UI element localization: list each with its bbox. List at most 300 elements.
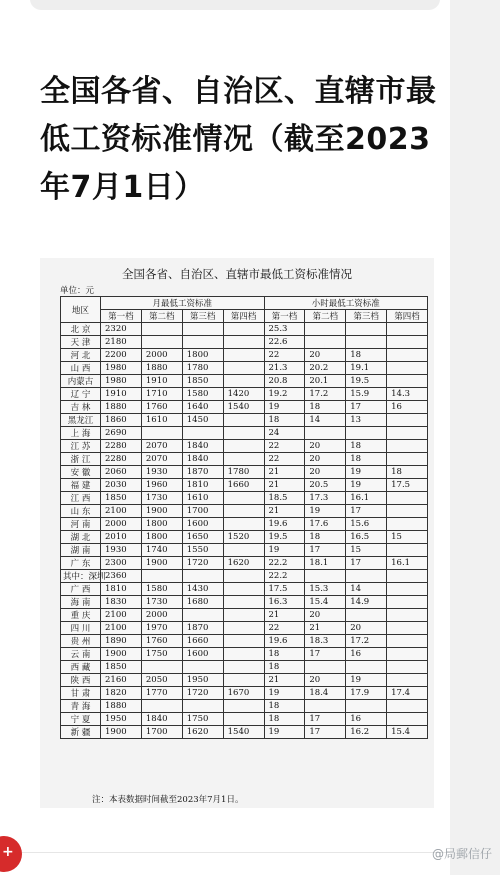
monthly-tier-1-cell: 1890 xyxy=(101,635,142,648)
hourly-tier-1-cell: 18 xyxy=(264,661,305,674)
monthly-tier-1-cell: 1930 xyxy=(101,544,142,557)
hourly-tier-4-cell xyxy=(387,362,428,375)
hourly-tier-1-cell: 22.2 xyxy=(264,570,305,583)
region-cell: 湖 南 xyxy=(61,544,101,557)
hourly-tier-2-cell: 20.5 xyxy=(305,479,346,492)
table-row xyxy=(61,492,428,505)
monthly-tier-1-cell: 2690 xyxy=(101,427,142,440)
hourly-tier-1-cell: 21.3 xyxy=(264,362,305,375)
region-cell: 山 东 xyxy=(61,505,101,518)
plus-icon: + xyxy=(2,844,14,860)
table-row xyxy=(61,440,428,453)
hourly-tier-1-cell: 21 xyxy=(264,505,305,518)
hourly-tier-3-cell: 16 xyxy=(346,713,387,726)
region-cell: 陕 西 xyxy=(61,674,101,687)
hourly-tier-3-cell: 17.2 xyxy=(346,635,387,648)
monthly-tier-4-cell xyxy=(223,362,264,375)
region-cell: 辽 宁 xyxy=(61,388,101,401)
monthly-tier-3-cell: 1700 xyxy=(182,505,223,518)
monthly-tier-3-cell: 1870 xyxy=(182,622,223,635)
table-row xyxy=(61,388,428,401)
hourly-tier-3-cell: 13 xyxy=(346,414,387,427)
monthly-tier-3-cell: 1450 xyxy=(182,414,223,427)
table-row xyxy=(61,544,428,557)
table-row xyxy=(61,323,428,336)
monthly-tier-2-cell: 1730 xyxy=(141,596,182,609)
hourly-tier-3-cell: 19 xyxy=(346,674,387,687)
monthly-tier-2-cell: 1960 xyxy=(141,479,182,492)
region-cell: 黑龙江 xyxy=(61,414,101,427)
hourly-tier-1-cell: 20.8 xyxy=(264,375,305,388)
monthly-tier-2-cell: 1740 xyxy=(141,544,182,557)
monthly-tier-1-cell: 2030 xyxy=(101,479,142,492)
monthly-tier-1-cell: 1850 xyxy=(101,492,142,505)
header-m-tier-3: 第三档 xyxy=(182,310,223,323)
hourly-tier-1-cell: 22.6 xyxy=(264,336,305,349)
table-row xyxy=(61,609,428,622)
table-row xyxy=(61,635,428,648)
monthly-tier-3-cell xyxy=(182,661,223,674)
hourly-tier-1-cell: 19 xyxy=(264,687,305,700)
hourly-tier-4-cell xyxy=(387,505,428,518)
hourly-tier-4-cell xyxy=(387,609,428,622)
hourly-tier-4-cell: 16 xyxy=(387,401,428,414)
red-floating-button[interactable] xyxy=(0,836,22,872)
monthly-tier-2-cell: 1580 xyxy=(141,583,182,596)
table-row xyxy=(61,713,428,726)
monthly-tier-4-cell xyxy=(223,609,264,622)
hourly-tier-4-cell xyxy=(387,570,428,583)
hourly-tier-2-cell: 17.2 xyxy=(305,388,346,401)
monthly-tier-1-cell: 2100 xyxy=(101,622,142,635)
monthly-tier-1-cell: 1850 xyxy=(101,661,142,674)
monthly-tier-1-cell: 1900 xyxy=(101,726,142,739)
hourly-tier-3-cell: 14 xyxy=(346,583,387,596)
hourly-tier-4-cell xyxy=(387,518,428,531)
region-cell: 广 西 xyxy=(61,583,101,596)
monthly-tier-1-cell: 2000 xyxy=(101,518,142,531)
header-h-tier-4: 第四档 xyxy=(387,310,428,323)
monthly-tier-4-cell: 1540 xyxy=(223,401,264,414)
hourly-tier-1-cell: 19.5 xyxy=(264,531,305,544)
hourly-tier-2-cell: 18.3 xyxy=(305,635,346,648)
monthly-tier-2-cell: 1840 xyxy=(141,713,182,726)
monthly-tier-3-cell: 1640 xyxy=(182,401,223,414)
region-cell: 海 南 xyxy=(61,596,101,609)
hourly-tier-3-cell: 15.9 xyxy=(346,388,387,401)
hourly-tier-3-cell: 18 xyxy=(346,440,387,453)
monthly-tier-1-cell: 2280 xyxy=(101,440,142,453)
hourly-tier-1-cell: 21 xyxy=(264,479,305,492)
monthly-tier-2-cell: 1710 xyxy=(141,388,182,401)
monthly-tier-4-cell xyxy=(223,336,264,349)
region-cell: 河 南 xyxy=(61,518,101,531)
monthly-tier-3-cell xyxy=(182,323,223,336)
table-row xyxy=(61,505,428,518)
monthly-tier-3-cell: 1610 xyxy=(182,492,223,505)
monthly-tier-2-cell: 1800 xyxy=(141,531,182,544)
monthly-tier-4-cell xyxy=(223,492,264,505)
monthly-tier-4-cell xyxy=(223,349,264,362)
table-row xyxy=(61,453,428,466)
monthly-tier-1-cell: 2060 xyxy=(101,466,142,479)
monthly-tier-3-cell: 1660 xyxy=(182,635,223,648)
hourly-tier-2-cell: 20.2 xyxy=(305,362,346,375)
monthly-tier-3-cell: 1800 xyxy=(182,349,223,362)
header-h-tier-2: 第二档 xyxy=(305,310,346,323)
hourly-tier-2-cell: 17.3 xyxy=(305,492,346,505)
region-cell: 内蒙古 xyxy=(61,375,101,388)
hourly-tier-2-cell: 17 xyxy=(305,544,346,557)
hourly-tier-4-cell xyxy=(387,414,428,427)
hourly-tier-4-cell xyxy=(387,427,428,440)
monthly-tier-1-cell: 2360 xyxy=(101,570,142,583)
hourly-tier-1-cell: 18 xyxy=(264,414,305,427)
monthly-tier-1-cell: 1910 xyxy=(101,388,142,401)
monthly-tier-4-cell xyxy=(223,544,264,557)
hourly-tier-1-cell: 19.2 xyxy=(264,388,305,401)
monthly-tier-1-cell: 2200 xyxy=(101,349,142,362)
region-cell: 上 海 xyxy=(61,427,101,440)
monthly-tier-1-cell: 2320 xyxy=(101,323,142,336)
hourly-tier-2-cell xyxy=(305,336,346,349)
monthly-tier-3-cell: 1580 xyxy=(182,388,223,401)
monthly-tier-1-cell: 2160 xyxy=(101,674,142,687)
monthly-tier-1-cell: 2280 xyxy=(101,453,142,466)
hourly-tier-3-cell: 18 xyxy=(346,453,387,466)
monthly-tier-4-cell xyxy=(223,661,264,674)
monthly-tier-4-cell xyxy=(223,596,264,609)
side-gutter xyxy=(450,0,500,875)
hourly-tier-4-cell xyxy=(387,635,428,648)
monthly-tier-4-cell: 1540 xyxy=(223,726,264,739)
table-row xyxy=(61,401,428,414)
monthly-tier-1-cell: 2010 xyxy=(101,531,142,544)
hourly-tier-4-cell xyxy=(387,713,428,726)
monthly-tier-4-cell xyxy=(223,518,264,531)
hourly-tier-1-cell: 22 xyxy=(264,440,305,453)
region-cell: 广 东 xyxy=(61,557,101,570)
monthly-tier-4-cell xyxy=(223,635,264,648)
monthly-tier-1-cell: 1820 xyxy=(101,687,142,700)
monthly-tier-1-cell: 2180 xyxy=(101,336,142,349)
hourly-tier-2-cell xyxy=(305,427,346,440)
monthly-tier-2-cell: 1750 xyxy=(141,648,182,661)
hourly-tier-3-cell: 19 xyxy=(346,479,387,492)
monthly-tier-3-cell xyxy=(182,570,223,583)
region-cell: 其中：深圳 xyxy=(61,570,101,583)
monthly-tier-3-cell: 1680 xyxy=(182,596,223,609)
header-m-tier-1: 第一档 xyxy=(101,310,142,323)
table-row xyxy=(61,362,428,375)
hourly-tier-3-cell: 16.2 xyxy=(346,726,387,739)
monthly-tier-2-cell xyxy=(141,661,182,674)
hourly-tier-4-cell xyxy=(387,440,428,453)
hourly-tier-4-cell xyxy=(387,700,428,713)
table-row xyxy=(61,596,428,609)
watermark: @局郵信仔 xyxy=(431,847,492,861)
divider xyxy=(0,852,450,853)
monthly-tier-4-cell xyxy=(223,323,264,336)
hourly-tier-2-cell: 18 xyxy=(305,531,346,544)
header-region: 地区 xyxy=(61,297,101,323)
monthly-tier-2-cell xyxy=(141,323,182,336)
article-headline: 全国各省、自治区、直辖市最低工资标准情况（截至2023年7月1日） xyxy=(40,74,437,205)
hourly-tier-1-cell: 24 xyxy=(264,427,305,440)
hourly-tier-3-cell: 17 xyxy=(346,505,387,518)
hourly-tier-3-cell: 16.1 xyxy=(346,492,387,505)
hourly-tier-2-cell: 17 xyxy=(305,726,346,739)
region-cell: 重 庆 xyxy=(61,609,101,622)
monthly-tier-2-cell: 2050 xyxy=(141,674,182,687)
monthly-tier-2-cell: 1770 xyxy=(141,687,182,700)
hourly-tier-4-cell xyxy=(387,596,428,609)
monthly-tier-1-cell: 1880 xyxy=(101,401,142,414)
region-cell: 天 津 xyxy=(61,336,101,349)
hourly-tier-1-cell: 19 xyxy=(264,401,305,414)
monthly-tier-2-cell: 2070 xyxy=(141,440,182,453)
monthly-tier-4-cell xyxy=(223,674,264,687)
monthly-tier-3-cell: 1600 xyxy=(182,648,223,661)
region-cell: 江 西 xyxy=(61,492,101,505)
hourly-tier-2-cell: 14 xyxy=(305,414,346,427)
hourly-tier-1-cell: 18 xyxy=(264,700,305,713)
hourly-tier-3-cell: 17 xyxy=(346,557,387,570)
monthly-tier-2-cell: 1970 xyxy=(141,622,182,635)
hourly-tier-1-cell: 19 xyxy=(264,726,305,739)
monthly-tier-1-cell: 1860 xyxy=(101,414,142,427)
monthly-tier-4-cell xyxy=(223,505,264,518)
monthly-tier-3-cell: 1850 xyxy=(182,375,223,388)
hourly-tier-2-cell: 19 xyxy=(305,505,346,518)
header-h-tier-3: 第三档 xyxy=(346,310,387,323)
monthly-tier-2-cell: 1910 xyxy=(141,375,182,388)
monthly-tier-3-cell xyxy=(182,700,223,713)
monthly-tier-4-cell xyxy=(223,583,264,596)
hourly-tier-4-cell xyxy=(387,661,428,674)
table-row xyxy=(61,531,428,544)
hourly-tier-1-cell: 19.6 xyxy=(264,635,305,648)
hourly-tier-1-cell: 25.3 xyxy=(264,323,305,336)
monthly-tier-4-cell xyxy=(223,375,264,388)
monthly-tier-4-cell xyxy=(223,570,264,583)
monthly-tier-3-cell: 1750 xyxy=(182,713,223,726)
wage-table-image[interactable] xyxy=(40,258,434,808)
table-row xyxy=(61,466,428,479)
hourly-tier-3-cell xyxy=(346,700,387,713)
hourly-tier-1-cell: 19.6 xyxy=(264,518,305,531)
region-cell: 福 建 xyxy=(61,479,101,492)
min-wage-table xyxy=(60,296,428,739)
table-row xyxy=(61,375,428,388)
hourly-tier-3-cell: 17 xyxy=(346,401,387,414)
region-cell: 甘 肃 xyxy=(61,687,101,700)
region-cell: 新 疆 xyxy=(61,726,101,739)
hourly-tier-3-cell: 17.9 xyxy=(346,687,387,700)
region-cell: 河 北 xyxy=(61,349,101,362)
region-cell: 云 南 xyxy=(61,648,101,661)
hourly-tier-2-cell: 20 xyxy=(305,349,346,362)
top-search-pill[interactable] xyxy=(30,0,440,10)
monthly-tier-3-cell: 1950 xyxy=(182,674,223,687)
monthly-tier-3-cell: 1620 xyxy=(182,726,223,739)
region-cell: 西 藏 xyxy=(61,661,101,674)
hourly-tier-1-cell: 18 xyxy=(264,648,305,661)
hourly-tier-2-cell xyxy=(305,700,346,713)
hourly-tier-3-cell xyxy=(346,661,387,674)
header-m-tier-4: 第四档 xyxy=(223,310,264,323)
monthly-tier-4-cell xyxy=(223,700,264,713)
monthly-tier-1-cell: 1980 xyxy=(101,362,142,375)
hourly-tier-1-cell: 21 xyxy=(264,466,305,479)
hourly-tier-1-cell: 22 xyxy=(264,349,305,362)
hourly-tier-1-cell: 21 xyxy=(264,609,305,622)
monthly-tier-3-cell xyxy=(182,336,223,349)
region-cell: 安 徽 xyxy=(61,466,101,479)
monthly-tier-1-cell: 2300 xyxy=(101,557,142,570)
table-row xyxy=(61,700,428,713)
table-row xyxy=(61,726,428,739)
hourly-tier-3-cell: 14.9 xyxy=(346,596,387,609)
monthly-tier-2-cell: 1900 xyxy=(141,557,182,570)
monthly-tier-3-cell: 1430 xyxy=(182,583,223,596)
monthly-tier-3-cell: 1780 xyxy=(182,362,223,375)
monthly-tier-1-cell: 2100 xyxy=(101,505,142,518)
monthly-tier-2-cell: 1760 xyxy=(141,635,182,648)
hourly-tier-2-cell: 20 xyxy=(305,609,346,622)
hourly-tier-4-cell: 18 xyxy=(387,466,428,479)
monthly-tier-4-cell xyxy=(223,440,264,453)
monthly-tier-4-cell xyxy=(223,622,264,635)
monthly-tier-1-cell: 1810 xyxy=(101,583,142,596)
monthly-tier-2-cell: 1760 xyxy=(141,401,182,414)
hourly-tier-1-cell: 18 xyxy=(264,713,305,726)
monthly-tier-4-cell xyxy=(223,453,264,466)
hourly-tier-2-cell: 20 xyxy=(305,466,346,479)
monthly-tier-3-cell xyxy=(182,609,223,622)
monthly-tier-2-cell: 1900 xyxy=(141,505,182,518)
hourly-tier-1-cell: 17.5 xyxy=(264,583,305,596)
region-cell: 青 海 xyxy=(61,700,101,713)
table-row xyxy=(61,622,428,635)
monthly-tier-3-cell: 1600 xyxy=(182,518,223,531)
monthly-tier-2-cell: 2070 xyxy=(141,453,182,466)
hourly-tier-2-cell: 17 xyxy=(305,648,346,661)
monthly-tier-2-cell: 2000 xyxy=(141,609,182,622)
hourly-tier-3-cell: 15 xyxy=(346,544,387,557)
monthly-tier-2-cell xyxy=(141,336,182,349)
hourly-tier-3-cell xyxy=(346,570,387,583)
monthly-tier-2-cell: 1610 xyxy=(141,414,182,427)
hourly-tier-4-cell: 16.1 xyxy=(387,557,428,570)
hourly-tier-4-cell xyxy=(387,492,428,505)
monthly-tier-3-cell: 1840 xyxy=(182,453,223,466)
table-subheader-row xyxy=(61,310,428,323)
hourly-tier-3-cell: 15.6 xyxy=(346,518,387,531)
monthly-tier-3-cell: 1720 xyxy=(182,687,223,700)
region-cell: 贵 州 xyxy=(61,635,101,648)
hourly-tier-2-cell: 18 xyxy=(305,401,346,414)
monthly-tier-1-cell: 1900 xyxy=(101,648,142,661)
monthly-tier-1-cell: 1880 xyxy=(101,700,142,713)
hourly-tier-1-cell: 22.2 xyxy=(264,557,305,570)
hourly-tier-3-cell: 20 xyxy=(346,622,387,635)
monthly-tier-1-cell: 1980 xyxy=(101,375,142,388)
region-cell: 山 西 xyxy=(61,362,101,375)
monthly-tier-3-cell: 1720 xyxy=(182,557,223,570)
hourly-tier-3-cell: 19.1 xyxy=(346,362,387,375)
monthly-tier-1-cell: 2100 xyxy=(101,609,142,622)
hourly-tier-1-cell: 21 xyxy=(264,674,305,687)
table-row xyxy=(61,414,428,427)
hourly-tier-2-cell: 17 xyxy=(305,713,346,726)
monthly-tier-3-cell: 1870 xyxy=(182,466,223,479)
monthly-tier-4-cell: 1420 xyxy=(223,388,264,401)
header-h-tier-1: 第一档 xyxy=(264,310,305,323)
hourly-tier-4-cell: 17.5 xyxy=(387,479,428,492)
region-cell: 宁 夏 xyxy=(61,713,101,726)
table-row xyxy=(61,674,428,687)
table-row xyxy=(61,687,428,700)
table-row xyxy=(61,427,428,440)
table-row xyxy=(61,570,428,583)
hourly-tier-3-cell xyxy=(346,323,387,336)
hourly-tier-2-cell: 18.4 xyxy=(305,687,346,700)
monthly-tier-2-cell: 1880 xyxy=(141,362,182,375)
hourly-tier-2-cell: 15.3 xyxy=(305,583,346,596)
monthly-tier-2-cell xyxy=(141,427,182,440)
region-cell: 湖 北 xyxy=(61,531,101,544)
hourly-tier-3-cell xyxy=(346,427,387,440)
hourly-tier-2-cell xyxy=(305,323,346,336)
hourly-tier-2-cell xyxy=(305,570,346,583)
hourly-tier-4-cell xyxy=(387,336,428,349)
table-row xyxy=(61,661,428,674)
monthly-tier-2-cell: 1930 xyxy=(141,466,182,479)
monthly-tier-3-cell: 1840 xyxy=(182,440,223,453)
hourly-tier-2-cell: 15.4 xyxy=(305,596,346,609)
monthly-tier-4-cell: 1780 xyxy=(223,466,264,479)
hourly-tier-2-cell: 20.1 xyxy=(305,375,346,388)
region-cell: 江 苏 xyxy=(61,440,101,453)
hourly-tier-2-cell: 20 xyxy=(305,453,346,466)
hourly-tier-1-cell: 22 xyxy=(264,453,305,466)
hourly-tier-4-cell xyxy=(387,544,428,557)
hourly-tier-4-cell xyxy=(387,323,428,336)
hourly-tier-4-cell xyxy=(387,648,428,661)
monthly-tier-1-cell: 1830 xyxy=(101,596,142,609)
table-body xyxy=(61,323,428,739)
hourly-tier-4-cell xyxy=(387,622,428,635)
table-row xyxy=(61,336,428,349)
hourly-tier-2-cell: 20 xyxy=(305,440,346,453)
monthly-tier-3-cell xyxy=(182,427,223,440)
hourly-tier-1-cell: 19 xyxy=(264,544,305,557)
hourly-tier-4-cell xyxy=(387,375,428,388)
monthly-tier-2-cell: 1800 xyxy=(141,518,182,531)
hourly-tier-4-cell xyxy=(387,453,428,466)
monthly-tier-3-cell: 1650 xyxy=(182,531,223,544)
hourly-tier-1-cell: 18.5 xyxy=(264,492,305,505)
monthly-tier-4-cell xyxy=(223,427,264,440)
hourly-tier-4-cell: 14.3 xyxy=(387,388,428,401)
hourly-tier-4-cell: 15.4 xyxy=(387,726,428,739)
hourly-tier-1-cell: 22 xyxy=(264,622,305,635)
hourly-tier-3-cell xyxy=(346,336,387,349)
table-row xyxy=(61,583,428,596)
table-header-row xyxy=(61,297,428,310)
monthly-tier-2-cell xyxy=(141,570,182,583)
